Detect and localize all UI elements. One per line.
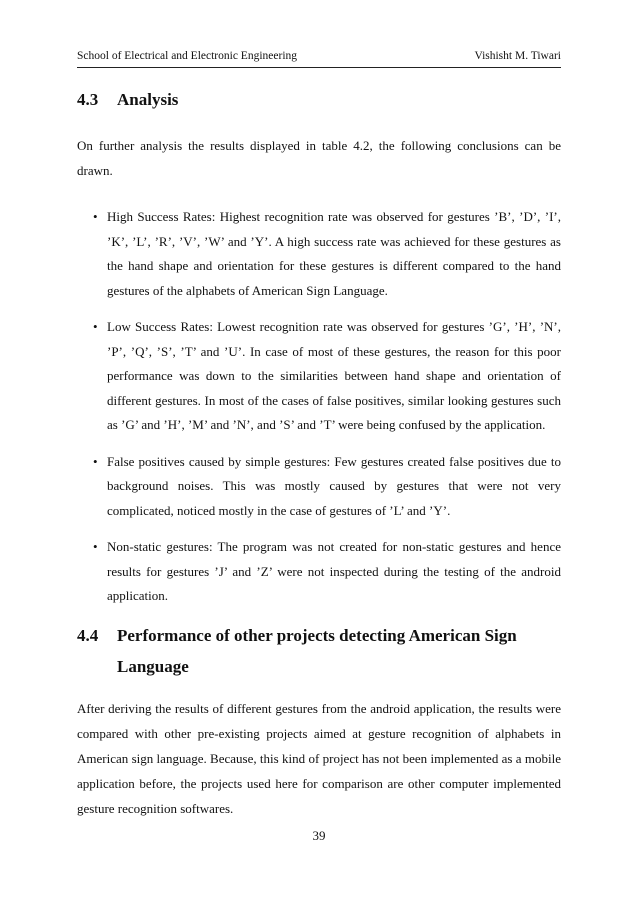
bullet-icon: •	[93, 209, 98, 224]
section-heading-4-4	[77, 620, 561, 682]
section-title: Performance of other projects detecting American Sign Language	[117, 626, 517, 676]
intro-paragraph: On further analysis the results displayed in table 4.2, the following conclusions can be drawn.	[77, 138, 561, 178]
list-item	[93, 315, 561, 438]
bullet-icon: •	[93, 453, 98, 469]
bullet-icon: •	[93, 319, 98, 334]
list-item	[93, 205, 561, 303]
bullet-icon: •	[93, 539, 98, 554]
section-number: 4.4	[77, 626, 99, 645]
section-heading-4-3	[77, 90, 178, 110]
section-number: 4.3	[77, 90, 99, 109]
list-item-text: High Success Rates: Highest recognition rate was observed for gestures ’B’, ’D’, ’I’, ’K’, ’L’, ’R’, ’V’, ’W’ and ’Y’. A high success rate was achieved for these gestures as the hand shape and orientation for these gestures is different compared to the hand gestures of the alphabets of American Sign Language.	[107, 209, 561, 298]
section-title: Analysis	[117, 90, 179, 109]
list-item-text: Non-static gestures: The program was not created for non-static gestures and hence results for gestures ’J’ and ’Z’ were not inspected during the testing of the android application.	[107, 539, 561, 603]
header-institution: School of Electrical and Electronic Engineering	[77, 50, 298, 62]
page-number: 39	[312, 828, 326, 843]
body-paragraph: After deriving the results of different gestures from the android application, the results were compared with other pre-existing projects aimed at gesture recognition of alphabets in American sign language. Because, this kind of project has not been implemented as a mobile application before, the projects used here for comparison are other computer implemented gesture recognition softwares.	[77, 701, 561, 816]
header-rule	[77, 67, 561, 68]
running-header	[77, 50, 561, 62]
list-item	[93, 535, 561, 609]
list-item-text: False positives caused by simple gestures: Few gestures created false positives due to background noises. This was mostly caused by gestures that were not very complicated, noticed mostly in the case of gestures of ’L’ and ’Y’.	[107, 453, 561, 518]
conclusions-list	[93, 205, 561, 621]
list-item-text: Low Success Rates: Lowest recognition rate was observed for gestures ’G’, ’H’, ’N’, ’P’, ’Q’, ’S’, ’T’ and ’U’. In case of most of these gestures, the reason for this poor performance was down to the similarities between hand shape and orientation of different gestures. In most of the cases of false positives, similar looking gestures such as ’G’ and ’H’, ’M’ and ’N’, and ’S’ and ’T’ were being confused by the application.	[107, 319, 561, 432]
header-author: Vishisht M. Tiwari	[474, 50, 561, 62]
list-item	[93, 450, 561, 524]
